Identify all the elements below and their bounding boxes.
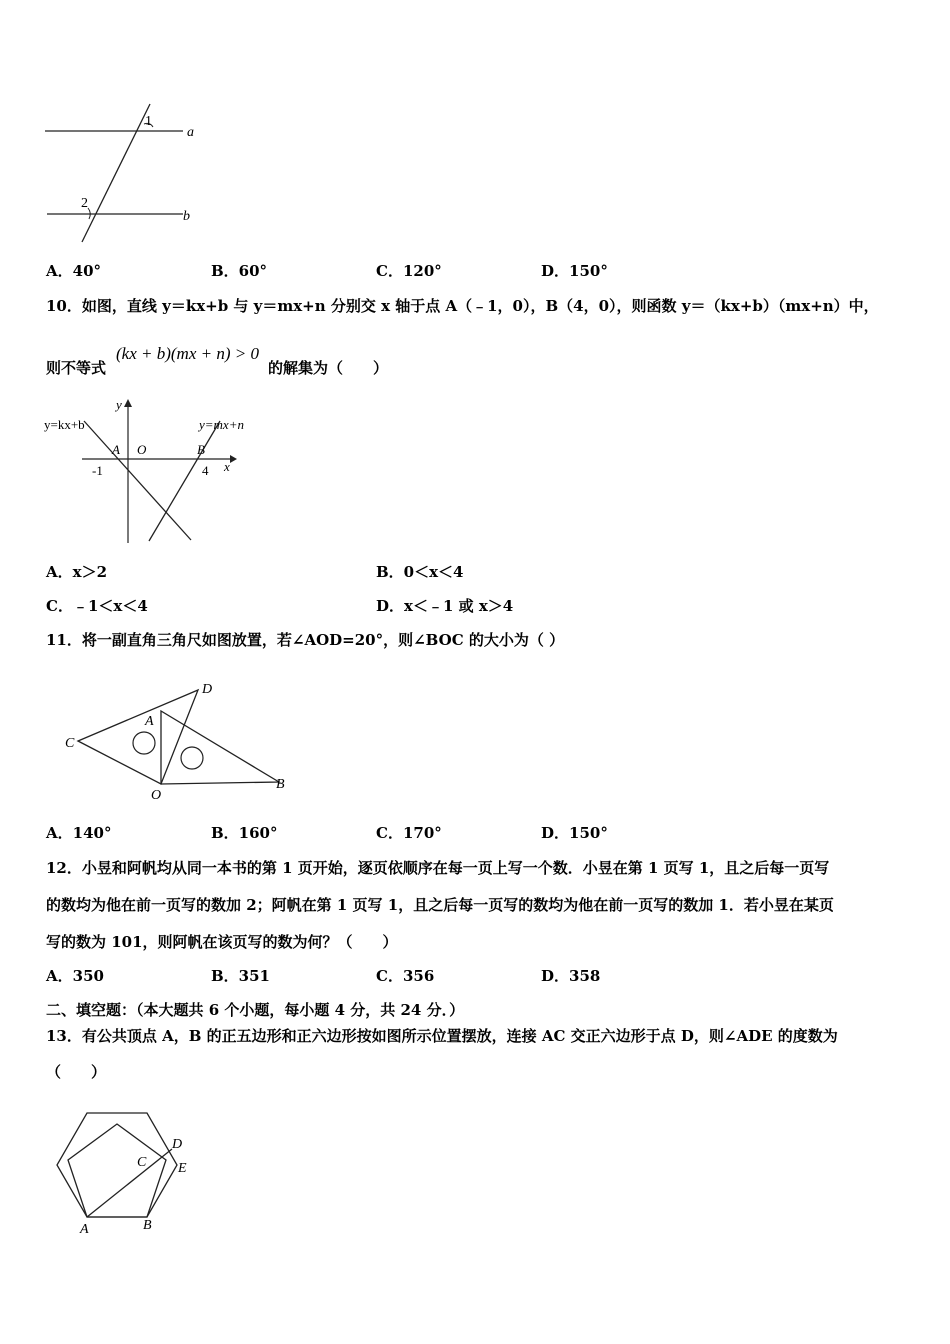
label-x-axis: x (224, 459, 230, 474)
q12-option-a[interactable]: A．350 (46, 967, 104, 985)
q9-option-c[interactable]: C．120° (376, 262, 442, 280)
label-line-kx-b: y=kx+b (44, 417, 85, 432)
triangle-set-square-1 (78, 690, 198, 784)
y-axis-arrow (124, 399, 132, 407)
q11-option-c[interactable]: C．170° (376, 824, 442, 842)
label-point-b: B (276, 777, 285, 792)
label-minus-one: -1 (92, 463, 103, 478)
label-point-a: A (145, 714, 154, 729)
q10-option-b[interactable]: B．0＜x＜4 (376, 563, 464, 581)
q10-inequality: (kx + b)(mx + n) > 0 (116, 344, 259, 363)
q12-option-d[interactable]: D．358 (541, 967, 601, 985)
q12-option-b[interactable]: B．351 (211, 967, 270, 985)
label-line-a: a (187, 125, 194, 140)
q11-option-a[interactable]: A．140° (46, 824, 112, 842)
label-four: 4 (202, 463, 209, 478)
q13-text-line2: （ ） (46, 1063, 107, 1081)
q13-figure (50, 1105, 210, 1240)
regular-pentagon (68, 1124, 166, 1217)
label-origin: O (137, 442, 147, 457)
q10-text-line2-prefix: 则不等式 (46, 359, 107, 377)
q11-option-d[interactable]: D．150° (541, 824, 608, 842)
q9-option-d[interactable]: D．150° (541, 262, 608, 280)
line-mx-n (149, 421, 220, 541)
label-point-d: D (172, 1137, 183, 1152)
q13-text-line1: 13．有公共顶点 A，B 的正五边形和正六边形按如图所示位置摆放，连接 AC 交正六边形于点 D，则∠ADE 的度数为 (46, 1027, 838, 1045)
label-point-e: E (178, 1161, 187, 1176)
q9-option-a[interactable]: A．40° (46, 262, 102, 280)
circle-hole-2 (181, 747, 203, 769)
label-angle-1: 1 (145, 114, 152, 129)
q12-text-line3: 写的数为 101，则阿帆在该页写的数为何？（ ） (46, 933, 398, 951)
section-fill-in-heading: 二、填空题：（本大题共 6 个小题，每小题 4 分，共 24 分．） (46, 1001, 465, 1019)
regular-hexagon (57, 1113, 177, 1217)
label-point-d: D (202, 682, 213, 697)
q12-text-line2: 的数均为他在前一页写的数加 2；阿帆在第 1 页写 1，且之后每一页写的数均为他在前一页写的数加 1．若小昱在某页 (46, 896, 834, 914)
q10-text-line1: 10．如图，直线 y＝kx+b 与 y＝mx+n 分别交 x 轴于点 A（﹣1，0），B（4，0），则函数 y＝（kx+b）（mx+n）中， (46, 297, 879, 315)
q12-text-line1: 12．小昱和阿帆均从同一本书的第 1 页开始，逐页依顺序在每一页上写一个数．小昱在第 1 页写 1，且之后每一页写 (46, 859, 830, 877)
q9-option-b[interactable]: B．60° (211, 262, 268, 280)
q11-text: 11．将一副直角三角尺如图放置，若∠AOD=20°，则∠BOC 的大小为（ ） (46, 631, 565, 649)
q10-figure (40, 395, 270, 550)
label-y-axis: y (116, 397, 122, 412)
label-angle-2: 2 (81, 196, 88, 211)
label-point-c: C (65, 736, 75, 751)
segment-ac (87, 1149, 172, 1217)
q9-figure (40, 100, 210, 250)
circle-hole-1 (133, 732, 155, 754)
q12-option-c[interactable]: C．356 (376, 967, 435, 985)
label-line-b: b (183, 209, 190, 224)
label-point-a: A (80, 1222, 89, 1237)
label-point-b: B (197, 442, 205, 457)
transversal (82, 104, 150, 242)
q10-option-a[interactable]: A．x＞2 (46, 563, 108, 581)
q11-figure (60, 675, 300, 805)
q10-option-d[interactable]: D．x＜﹣1 或 x＞4 (376, 597, 514, 615)
x-axis-arrow (230, 455, 237, 463)
q11-option-b[interactable]: B．160° (211, 824, 278, 842)
q10-text-line2-suffix: 的解集为（ ） (268, 359, 389, 377)
triangle-set-square-2 (161, 711, 279, 784)
label-point-o: O (151, 788, 162, 803)
label-point-a: A (112, 442, 120, 457)
line-kx-b (84, 421, 191, 540)
label-line-mx-n: y=mx+n (199, 417, 244, 432)
label-point-b: B (143, 1218, 152, 1233)
label-point-c: C (137, 1155, 147, 1170)
q10-option-c[interactable]: C．﹣1＜x＜4 (46, 597, 148, 615)
